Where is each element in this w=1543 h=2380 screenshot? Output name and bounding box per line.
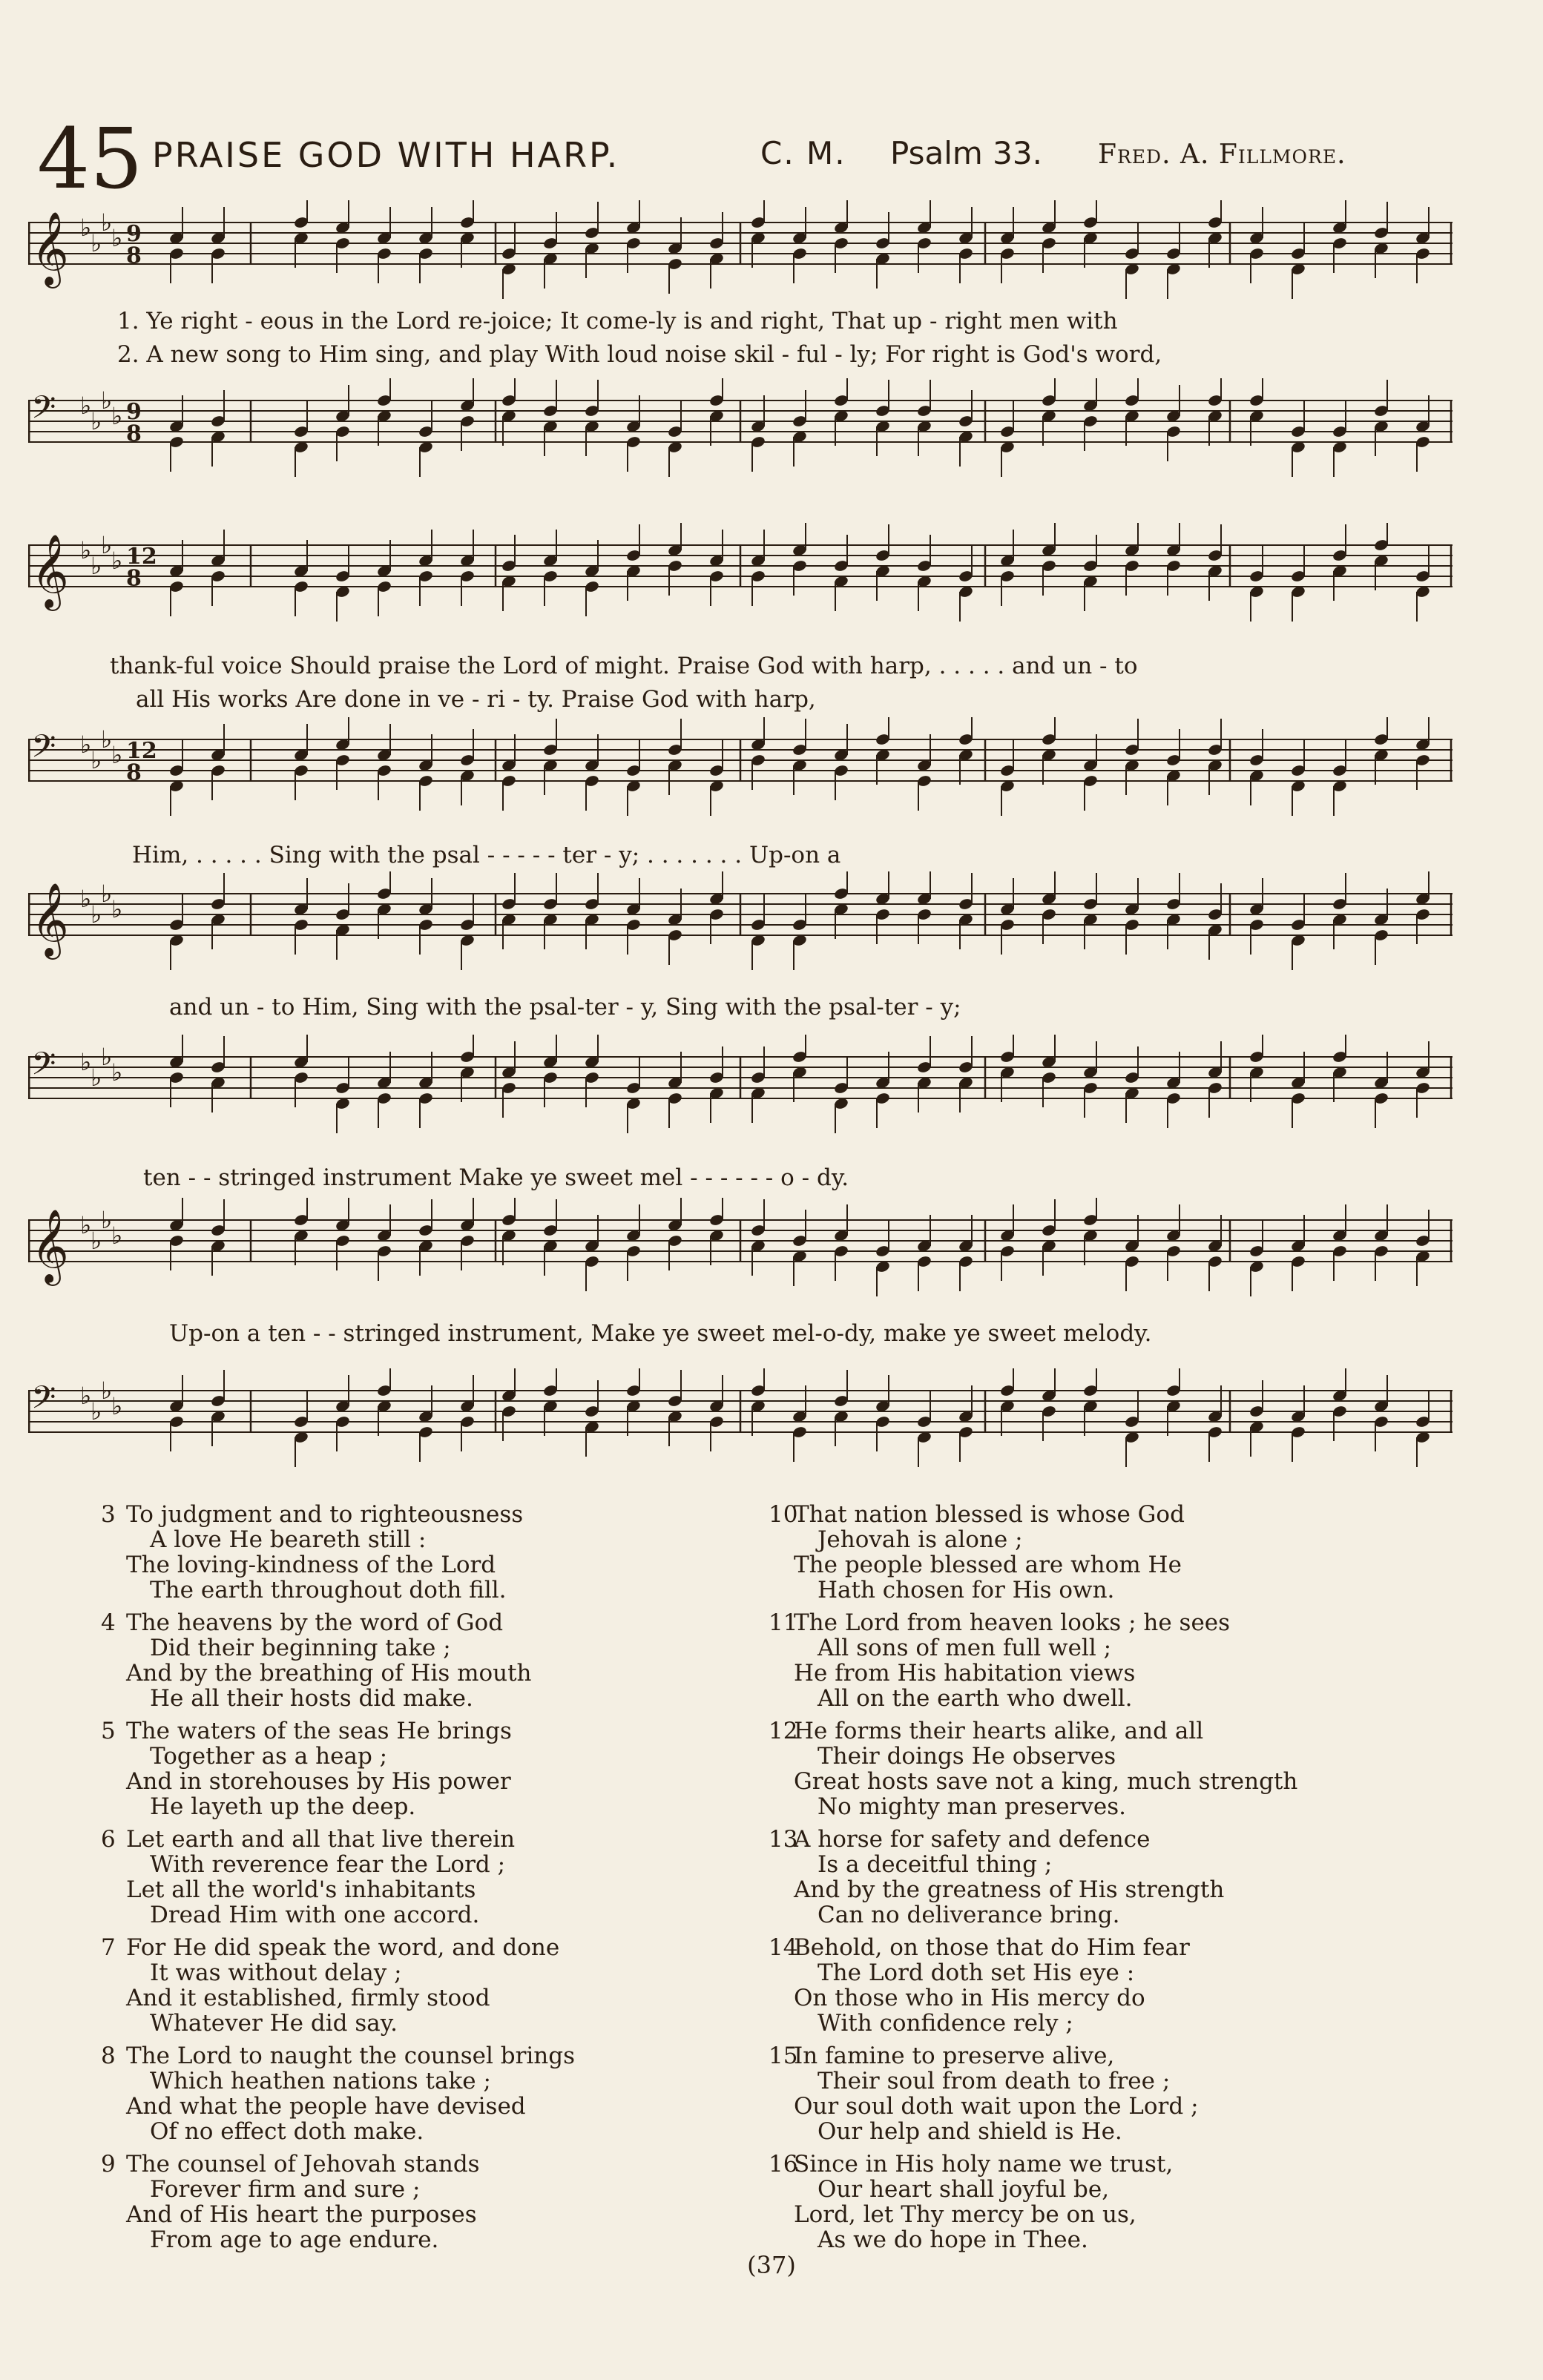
hymn-meter: C. M.: [760, 135, 846, 171]
verse-text: The earth throughout doth fill.: [150, 1577, 507, 1603]
verse: [101, 2043, 734, 2145]
verse-text: It was without delay ;: [150, 1959, 402, 1986]
flat-icon: ♭: [101, 725, 113, 754]
flat-icon: ♭: [91, 229, 102, 257]
time-signature: 12: [126, 738, 157, 765]
composer: Fred. A. Fillmore.: [1098, 139, 1346, 170]
verses-right-column: [769, 1501, 1402, 2260]
verse-number: 14: [769, 1934, 798, 1961]
lyric-line: ten - - stringed instrument Make ye sweet mel - - - - - - o - dy.: [143, 1164, 849, 1191]
verse-text: The Lord to naught the counsel brings: [126, 2043, 576, 2069]
verse-line: [126, 1902, 734, 1928]
verse-line: [794, 2177, 1402, 2202]
treble-staff: [28, 871, 1452, 975]
bass-staff: [28, 717, 1452, 821]
verse-line: [126, 1852, 734, 1877]
verse-number: 3: [101, 1501, 116, 1528]
verse-text: Dread Him with one accord.: [150, 1902, 480, 1928]
verse-text: A love He beareth still :: [150, 1526, 427, 1553]
time-signature: 12: [126, 544, 157, 570]
verse-text: And what the people have devised: [126, 2093, 526, 2120]
verse-line: [794, 1769, 1402, 1794]
verse-text: All on the earth who dwell.: [817, 1685, 1133, 1712]
verse: [769, 1501, 1402, 1603]
flat-icon: ♭: [91, 900, 102, 929]
verse-line: [794, 2069, 1402, 2094]
verse-text: With reverence fear the Lord ;: [150, 1851, 506, 1878]
verse: [101, 1826, 734, 1928]
lyric-line: 1. Ye right - eous in the Lord re-joice; It come-ly is and right, That up - right men with: [117, 308, 1118, 334]
verse-line: [126, 1985, 734, 2011]
flat-icon: ♭: [101, 1377, 113, 1405]
flat-icon: ♭: [101, 880, 113, 908]
verse-line: [769, 1826, 1402, 1853]
flat-icon: ♭: [80, 536, 92, 564]
treble-clef-icon: 𝄞: [31, 534, 69, 608]
verse-line: [126, 1527, 734, 1552]
music-system-1: [28, 200, 1452, 497]
verse-text: Lord, let Thy mercy be on us,: [794, 2201, 1136, 2228]
verse-line: [126, 2069, 734, 2094]
verse-text: Together as a heap ;: [150, 1743, 388, 1770]
verse-number: 7: [101, 1934, 116, 1961]
verse-number: 13: [769, 1826, 798, 1853]
bass-clef-icon: 𝄢: [31, 1046, 56, 1090]
treble-staff: [28, 200, 1452, 304]
flat-icon: ♭: [111, 1392, 123, 1420]
flat-icon: ♭: [91, 552, 102, 580]
verse-line: [794, 1527, 1402, 1552]
verse-text: And by the breathing of His mouth: [126, 1660, 532, 1687]
flat-icon: ♭: [80, 1211, 92, 1239]
treble-clef-icon: 𝄞: [31, 1209, 69, 1283]
verse-line: [794, 2094, 1402, 2119]
verse-line: [769, 2151, 1402, 2178]
verse-line: [794, 1661, 1402, 1686]
verse-text: Can no deliverance bring.: [817, 1902, 1120, 1928]
verse-text: As we do hope in Thee.: [817, 2226, 1088, 2253]
hymn-number: 45: [37, 111, 143, 208]
verse-text: And it established, firmly stood: [126, 1985, 490, 2011]
verse-text: Hath chosen for His own.: [817, 1577, 1115, 1603]
verse: [101, 2151, 734, 2253]
verse-text: Our help and shield is He.: [817, 2118, 1122, 2145]
verse-line: [769, 1609, 1402, 1636]
verse-line: [126, 2094, 734, 2119]
verse-number: 11: [769, 1609, 798, 1636]
verse-text: He all their hosts did make.: [150, 1685, 473, 1712]
verse-text: Our heart shall joyful be,: [817, 2176, 1110, 2203]
verse-text: No mighty man preserves.: [817, 1793, 1126, 1820]
flat-icon: ♭: [111, 741, 123, 769]
verse-line: [794, 1902, 1402, 1928]
verse-text: Forever firm and sure ;: [150, 2176, 421, 2203]
verse-line: [769, 1501, 1402, 1528]
music-system-2: [28, 523, 1452, 820]
flat-icon: ♭: [101, 208, 113, 237]
verse: [101, 1501, 734, 1603]
verse-text: Is a deceitful thing ;: [817, 1851, 1053, 1878]
verse-line: [101, 1826, 734, 1853]
verse-line: [126, 2202, 734, 2227]
verse: [101, 1609, 734, 1712]
verse-text: Great hosts save not a king, much strength: [794, 1768, 1298, 1795]
verse-text: Behold, on those that do Him fear: [794, 1934, 1190, 1961]
verse-line: [101, 2151, 734, 2178]
flat-icon: ♭: [101, 1043, 113, 1071]
verse: [769, 2043, 1402, 2145]
treble-clef-icon: 𝄞: [31, 211, 69, 286]
bass-clef-icon: 𝄢: [31, 728, 56, 773]
verse-number: 4: [101, 1609, 116, 1636]
verse-text: He layeth up the deep.: [150, 1793, 416, 1820]
verse-line: [126, 1552, 734, 1578]
verse-line: [794, 1852, 1402, 1877]
verse-number: 6: [101, 1826, 116, 1853]
flat-icon: ♭: [80, 731, 92, 759]
bass-staff: [28, 1035, 1452, 1138]
verse-text: Their doings He observes: [817, 1743, 1116, 1770]
lyric-line: Him, . . . . . Sing with the psal - - - - - ter - y; . . . . . . . Up-on a: [132, 842, 841, 868]
verse-text: For He did speak the word, and done: [126, 1934, 560, 1961]
verse-line: [126, 2177, 734, 2202]
verse-text: A horse for safety and defence: [794, 1826, 1151, 1853]
verse-text: He forms their hearts alike, and all: [794, 1718, 1204, 1744]
verse-text: And by the greatness of His strength: [794, 1876, 1225, 1903]
verse-number: 9: [101, 2151, 116, 2178]
verse-text: Whatever He did say.: [150, 2010, 398, 2037]
verse: [769, 1934, 1402, 2037]
verse-line: [769, 1718, 1402, 1744]
flat-icon: ♭: [80, 392, 92, 420]
verse: [101, 1718, 734, 1820]
verse-line: [101, 1501, 734, 1528]
verse: [769, 2151, 1402, 2253]
verses-left-column: [101, 1501, 734, 2260]
flat-icon: ♭: [91, 1064, 102, 1092]
verse-line: [126, 2119, 734, 2144]
verse-line: [101, 1934, 734, 1961]
verse-text: Let earth and all that live therein: [126, 1826, 516, 1853]
verse-text: Did their beginning take ;: [150, 1635, 451, 1661]
flat-icon: ♭: [91, 746, 102, 774]
flat-icon: ♭: [111, 402, 123, 430]
verse-line: [794, 1744, 1402, 1769]
verse-line: [126, 1635, 734, 1661]
verse-line: [126, 1769, 734, 1794]
verse-line: [794, 1794, 1402, 1819]
verse-line: [101, 1718, 734, 1744]
flat-icon: ♭: [91, 407, 102, 435]
treble-clef-icon: 𝄞: [31, 883, 69, 957]
verse-line: [126, 1686, 734, 1711]
verse-text: The loving-kindness of the Lord: [126, 1552, 496, 1578]
scripture-reference: Psalm 33.: [890, 135, 1042, 171]
verse-line: [794, 1877, 1402, 1902]
hymn-title: PRAISE GOD WITH HARP.: [152, 135, 620, 175]
verse-text: The Lord from heaven looks ; he sees: [794, 1609, 1231, 1636]
verse-line: [794, 1960, 1402, 1985]
verse-line: [794, 1686, 1402, 1711]
verse-line: [126, 1661, 734, 1686]
time-signature: 8: [126, 421, 142, 447]
verse-line: [794, 2202, 1402, 2227]
page-number: (37): [747, 2251, 796, 2279]
music-system-3: [28, 838, 1452, 1150]
bass-staff: [28, 1368, 1452, 1472]
flat-icon: ♭: [80, 1382, 92, 1410]
verse-text: From age to age endure.: [150, 2226, 439, 2253]
verse-text: All sons of men full well ;: [817, 1635, 1112, 1661]
verse-text: On those who in His mercy do: [794, 1985, 1145, 2011]
verse-text: To judgment and to righteousness: [126, 1501, 524, 1528]
verse-text: In famine to preserve alive,: [794, 2043, 1115, 2069]
flat-icon: ♭: [111, 1058, 123, 1087]
flat-icon: ♭: [111, 547, 123, 575]
verse-number: 12: [769, 1718, 798, 1744]
verse-line: [769, 2043, 1402, 2069]
bass-clef-icon: 𝄢: [31, 389, 56, 434]
verse: [769, 1718, 1402, 1820]
time-signature: 9: [126, 221, 142, 248]
verse: [769, 1609, 1402, 1712]
verse-number: 16: [769, 2151, 798, 2178]
verse-text: The heavens by the word of God: [126, 1609, 504, 1636]
lyric-line: 2. A new song to Him sing, and play With loud noise skil - ful - ly; For right is God's word,: [117, 341, 1162, 368]
time-signature: 9: [126, 399, 142, 426]
flat-icon: ♭: [111, 895, 123, 923]
verse-text: Their soul from death to free ;: [817, 2068, 1171, 2094]
flat-icon: ♭: [80, 1048, 92, 1076]
verse-line: [101, 1609, 734, 1636]
verse-line: [126, 1794, 734, 1819]
lyric-line: Up-on a ten - - stringed instrument, Make ye sweet mel-o-dy, make ye sweet melody.: [169, 1320, 1152, 1347]
verse-text: Jehovah is alone ;: [817, 1526, 1023, 1553]
lyric-line: all His works Are done in ve - ri - ty. Praise God with harp,: [136, 686, 816, 713]
verse-number: 15: [769, 2043, 798, 2069]
time-signature: 8: [126, 565, 142, 592]
verse-line: [794, 2119, 1402, 2144]
flat-icon: ♭: [91, 1397, 102, 1425]
verse-line: [769, 1934, 1402, 1961]
verse-line: [794, 1552, 1402, 1578]
verse-text: Which heathen nations take ;: [150, 2068, 491, 2094]
verse-line: [126, 1960, 734, 1985]
treble-staff: [28, 1198, 1452, 1302]
verse-text: The people blessed are whom He: [794, 1552, 1182, 1578]
verse-text: Our soul doth wait upon the Lord ;: [794, 2093, 1199, 2120]
flat-icon: ♭: [80, 885, 92, 913]
flat-icon: ♭: [101, 386, 113, 415]
verse-text: The counsel of Jehovah stands: [126, 2151, 480, 2178]
verse: [101, 1934, 734, 2037]
verse-line: [126, 2011, 734, 2036]
bass-staff: [28, 378, 1452, 482]
treble-staff: [28, 523, 1452, 627]
verse-text: He from His habitation views: [794, 1660, 1136, 1687]
flat-icon: ♭: [80, 214, 92, 242]
verse-text: Of no effect doth make.: [150, 2118, 424, 2145]
flat-icon: ♭: [111, 1222, 123, 1250]
flat-icon: ♭: [91, 1227, 102, 1255]
verse-text: With confidence rely ;: [817, 2010, 1073, 2037]
verse-line: [126, 1578, 734, 1603]
flat-icon: ♭: [111, 224, 123, 252]
verse-line: [794, 1635, 1402, 1661]
lyric-line: and un - to Him, Sing with the psal-ter - y, Sing with the psal-ter - y;: [169, 994, 961, 1021]
bass-clef-icon: 𝄢: [31, 1379, 56, 1424]
verse-line: [126, 2227, 734, 2252]
verse-text: That nation blessed is whose God: [794, 1501, 1185, 1528]
verse-number: 10: [769, 1501, 798, 1528]
verse-text: And in storehouses by His power: [126, 1768, 511, 1795]
verse-line: [126, 1877, 734, 1902]
lyric-line: thank-ful voice Should praise the Lord of might. Praise God with harp, . . . . . and un - to: [110, 653, 1138, 679]
flat-icon: ♭: [101, 531, 113, 559]
verse: [769, 1826, 1402, 1928]
verse-line: [794, 1578, 1402, 1603]
flat-icon: ♭: [101, 1206, 113, 1234]
verse-text: The Lord doth set His eye :: [817, 1959, 1135, 1986]
verse-line: [101, 2043, 734, 2069]
verse-text: The waters of the seas He brings: [126, 1718, 512, 1744]
verse-text: And of His heart the purposes: [126, 2201, 477, 2228]
hymn-header: [37, 111, 1447, 208]
verse-line: [794, 2227, 1402, 2252]
time-signature: 8: [126, 759, 142, 786]
time-signature: 8: [126, 243, 142, 269]
verse-text: Since in His holy name we trust,: [794, 2151, 1174, 2178]
verse-line: [126, 1744, 734, 1769]
verse-text: Let all the world's inhabitants: [126, 1876, 476, 1903]
verse-line: [794, 2011, 1402, 2036]
music-system-4: [28, 1157, 1452, 1483]
verse-number: 5: [101, 1718, 116, 1744]
verse-number: 8: [101, 2043, 116, 2069]
verse-line: [794, 1985, 1402, 2011]
